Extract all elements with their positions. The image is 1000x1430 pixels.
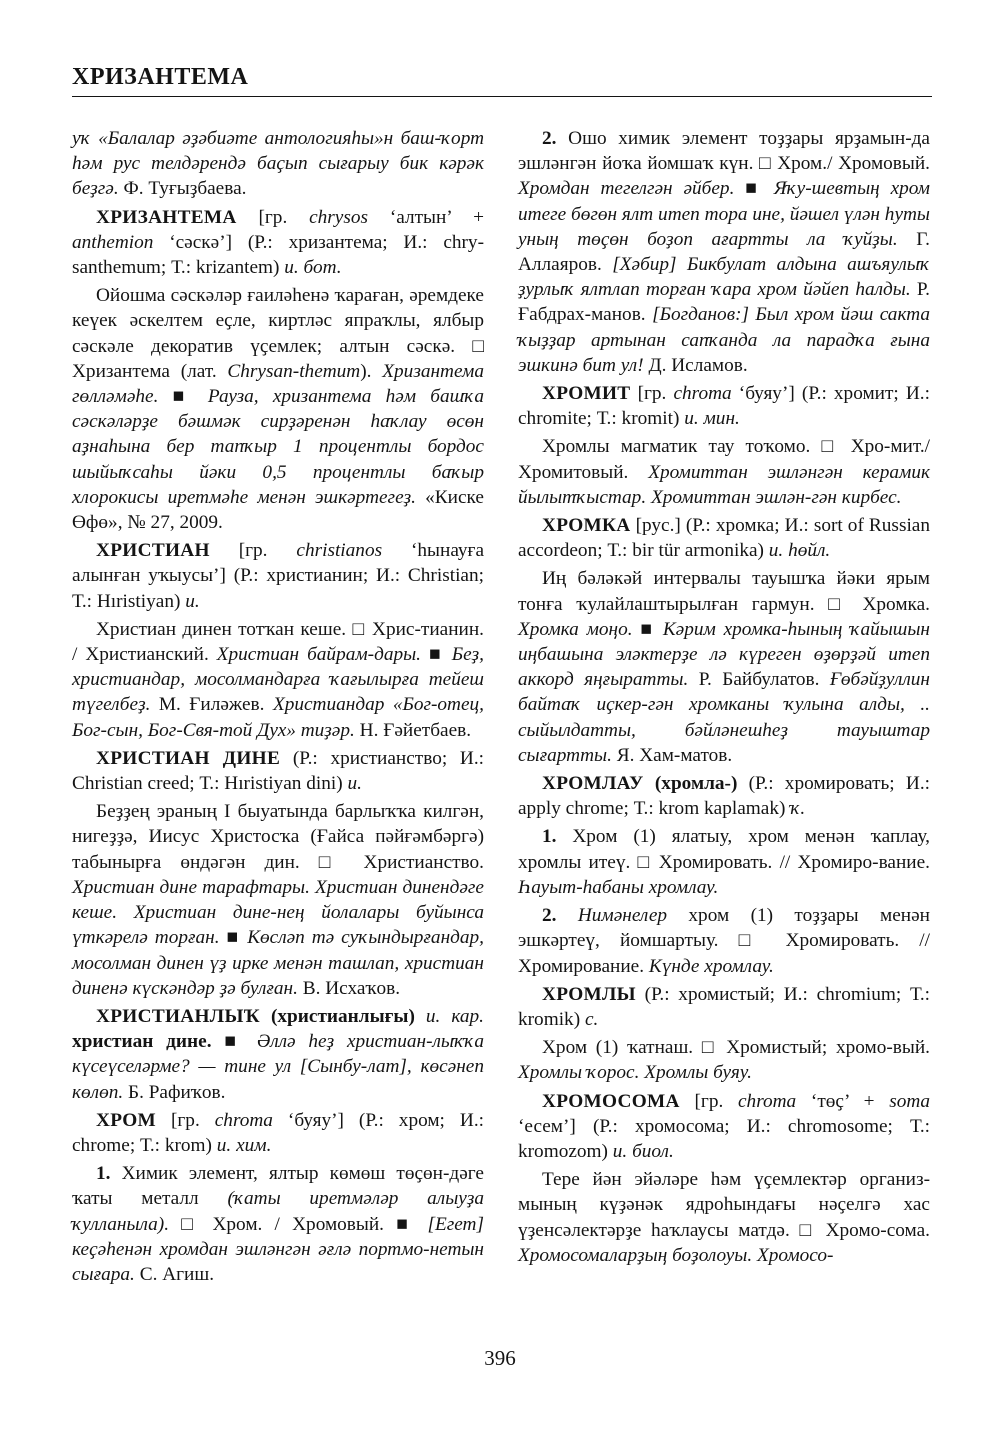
left-column <box>72 126 484 1290</box>
entry-khrom: ХРОМ [гр. chroma ‘буяу’] (Р.: хром; И.: chrome; Т.: krom) и. хим. <box>72 1109 484 1156</box>
headword: ХРОМИТ <box>542 383 631 405</box>
headword: ХРОМ <box>96 1109 156 1131</box>
right-column <box>518 126 930 1271</box>
entry-khromit: ХРОМИТ [гр. chroma ‘буяу’] (Р.: хромит; И.: chromite; Т.: kromit) и. мин. <box>518 383 930 430</box>
definition: Хром (1) ҡатнаш. □ Хромистый; хромо-вый. Хромлы ҡорос. Хромлы буяу. <box>518 1037 930 1084</box>
entry-continuation: уҡ «Балалар әҙәбиәте антологияһы»н баш-ҡорт һәм рус телдәрендә баҫып сығарыу бик кәрәк беҙгә. Ф. Туғыҙбаева. <box>72 128 484 200</box>
entry-khromka: ХРОМКА [рус.] (Р.: хромка; И.: sort of Russian accordeon; Т.: bir tür armonika) и. һөйл. <box>518 515 930 562</box>
headword: ХРОМОСОМА <box>542 1090 680 1112</box>
definition: 1. Хром (1) ялатыу, хром менән ҡаплау, хромлы итеү. □ Хромировать. // Хромиро-вание. Һауыт-һабаны хромлау. <box>518 826 930 898</box>
definition: 2. Ошо химик элемент тоҙҙары ярҙамын-да эшләнгән йоҡа йомшаҡ күн. □ Хром./ Хромовый. Хромдан тегелгән әйбер. ■ Яҡу-шевтың хром итеге бөгөн ялт итеп тора ине, йәшел үлән һуты уның төҫөн боҙоп ағартты ла ҡуйҙы. Г. Аллаяров. [Хәбир] Бикбулат алдына ашъяулыҡ ҙурлыҡ ялтлап торған ҡара хром йәйеп һалды. Р. Ғабдрах-манов. [Богданов:] Был хром йәш сакта ҡыҙҙар артынан сапҡанда ла парадҡа ғына эшкинә бит ул! Д. Исламов. <box>518 128 931 376</box>
entry-khristian-dine: ХРИСТИАН ДИНЕ (Р.: христианство; И.: Christian creed; Т.: Hıristiyan dini) и. <box>72 747 484 795</box>
running-head: ХРИЗАНТЕМА <box>72 64 249 90</box>
definition: 2. Нимәнелер хром (1) тоҙҙары менән эшкәртеү, йомшартыу. □ Хромировать. // Хромирование. Күнде хромлау. <box>518 905 930 977</box>
headword: ХРИСТИАН ДИНЕ <box>96 747 281 769</box>
page-number: 396 <box>484 1346 516 1370</box>
entry-khrizantema: ХРИЗАНТЕМА [гр. chrysos ‘алтын’ + anthemion ‘сәскә’] (Р.: хризантема; И.: chry-santhemum; Т.: krizantem) и. бот. <box>72 206 484 279</box>
headword: ХРИСТИАНЛЫҠ <box>96 1005 260 1027</box>
header-rule <box>72 96 932 97</box>
definition: Ойошма сәскәләр ғаиләһенә ҡараған, әремдеке кеүек әскелтем еҫле, киртләс япраҡлы, ялбыр сәскәле декоратив үҫемлек; алтын сәскә. □ Хризантема (лат. Chrysan-themum). Хризантема гөлләмәһе. ■ Рауза, хризантема һәм башҡа сәскәләрҙе бәшмәк сирҙәренән һаҡлау өсөн аҙнаһына бер тапҡыр 1 процентлы бордос шыйыҡсаһы йәки 0,5 процентлы баҡыр хлорокисы иретмәһе менән эшкәртегеҙ. «Киске Өфө», № 27, 2009. <box>72 285 485 534</box>
definition: Хромлы магматик тау тоҡомо. □ Хро-мит./ Хромитовый. Хромиттан эшләнгән керамик йылытҡыстар. Хромиттан эшлән-гән кирбес. <box>518 436 930 508</box>
entry-khromosoma: ХРОМОСОМА [гр. chroma ‘төҫ’ + soma ‘есем’] (Р.: хромосома; И.: chromosome; Т.: kromozom) и. биол. <box>518 1090 930 1162</box>
headword: ХРИСТИАН <box>96 540 210 562</box>
headword: ХРОМЛЫ <box>542 983 636 1005</box>
headword: ХРОМКА <box>542 515 631 537</box>
definition: Беҙҙең эраның I быуатында барлыҡҡа килгән, нигеҙҙә, Иисус Христосҡа (Ғайса пәйғәмбәргә) табынырға өндәгән дин. □ Христианство. Христиан дине тарафтары. Христиан динендәге кеше. Христиан дине-нең йолалары буйынса үткәрелә торған. ■ Көсләп тә суҡындырғандар, мосолман динен үҙ ирке менән ташлап, христиан диненә күскәндәр ҙә булған. В. Исхаҡов. <box>72 801 484 999</box>
definition: Иң бәләкәй интервалы тауышҡа йәки ярым тонға ҡулайлаштырылған гармун. □ Хромка. Хромка моңо. ■ Кәрим хромка-һының ҡайышын иңбашына эләктерҙе лә күреген өҙөрҙәй итеп аккорд яңғыратты. Р. Байбулатов. Ғөбәйҙуллин байтаҡ иҫкер-гән хромканы ҡулына алды, .. сыйылдатты, бәйләнешһеҙ тауыштар сығартты. Я. Хам-матов. <box>518 568 930 766</box>
entry-khristian: ХРИСТИАН [гр. christianos ‘һынауға алынған уҡыусы’] (Р.: христианин; И.: Christian; Т.: Hıristiyan) и. <box>72 540 485 612</box>
definition: Христиан динен тотҡан кеше. □ Хрис-тианин. / Христианский. Христиан байрам-дары. ■ Беҙ, христиандар, мосолмандарға ҡағылырға тейеш түгелбеҙ. М. Ғиләжев. Христиандар «Бог-отец, Бог-сын, Бог-Свя-той Дух» тиҙәр. Н. Ғәйетбаев. <box>72 618 484 741</box>
definition: 1. Химик элемент, ялтыр көмөш төҫөн-дәге ҡаты металл (ҡаты иретмәләр алыуҙа ҡулланыла). □ Хром. / Хромовый. ■ [Егет] кеҫәһенән хромдан эшләнгән әғлә портмо-нетын сығара. С. Агиш. <box>72 1163 484 1285</box>
headword: ХРОМЛАУ <box>542 773 644 795</box>
definition: Тере йән эйәләре һәм үҫемлектәр организ-мының күҙәнәк ядроһындағы нәҫелгә хас үҙенсәлектәрҙе һаҡлаусы матдә. □ Хромо-сома. Хромосомаларҙың боҙолоуы. Хромосо- <box>518 1169 930 1266</box>
entry-khristianlyk: ХРИСТИАНЛЫҠ (христианлығы) и. кар. христиан дине. ■ Әллә һеҙ христиан-лыҡҡа күсеүселәрме? — тине ул [Сынбу-лат], көсәнеп көлөп. Б. Рафиҡов. <box>72 1005 484 1103</box>
headword: ХРИЗАНТЕМА <box>96 206 237 228</box>
entry-khromlau: ХРОМЛАУ (хромла-) (Р.: хромировать; И.: apply chrome; Т.: krom kaplamak) ҡ. <box>518 773 930 820</box>
entry-khromly: ХРОМЛЫ (Р.: хромистый; И.: chromium; Т.: kromik) с. <box>518 983 930 1030</box>
